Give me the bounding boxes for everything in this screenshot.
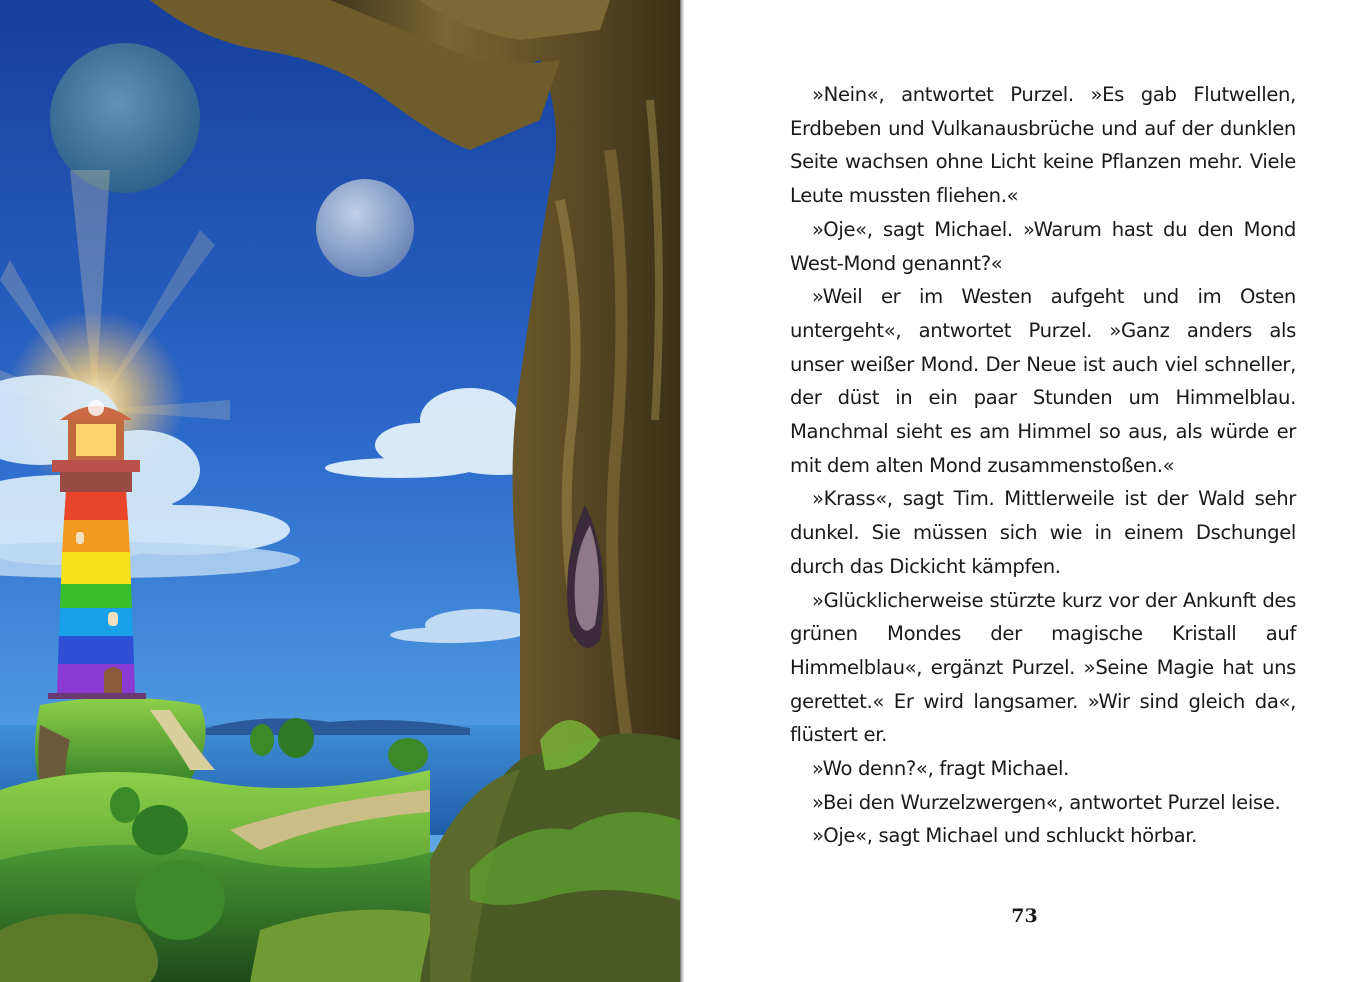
paragraph: »Weil er im Westen aufgeht und im Osten untergeht«, antwortet Purzel. »Ganz anders als unser weißer Mond. Der Neue ist auch viel schneller, der düst in ein paar Stunden um Himmelblau. Manchmal sieht es am Himmel so aus, als würde er mit dem alten Mond zusammenstoßen.« (790, 285, 1296, 477)
book-illustration (0, 0, 680, 982)
text-page (684, 0, 1365, 982)
paragraph: »Nein«, antwortet Purzel. »Es gab Flutwellen, Erdbeben und Vulkanausbrüche und auf der dunklen Seite wachsen ohne Licht keine Pflanzen mehr. Viele Leute mussten fliehen.« (790, 83, 1296, 208)
paragraph: »Glücklicherweise stürzte kurz vor der Ankunft des grünen Mondes der magische Kristall auf Himmelblau«, ergänzt Purzel. »Seine Magie hat uns gerettet.« Er wird langsamer. »Wir sind gleich da«, flüstert er. (790, 588, 1296, 747)
paragraph: »Oje«, sagt Michael und schluckt hörbar. (812, 824, 1198, 848)
paragraph: »Oje«, sagt Michael. »Warum hast du den Mond West-Mond genannt?« (790, 217, 1296, 275)
story-text (790, 78, 1296, 853)
paragraph: »Bei den Wurzelzwergen«, antwortet Purzel leise. (812, 790, 1281, 814)
paragraph: »Wo denn?«, fragt Michael. (812, 757, 1070, 781)
white-moon (316, 179, 414, 277)
page-number: 73 (1011, 905, 1038, 927)
paragraph: »Krass«, sagt Tim. Mittlerweile ist der Wald sehr dunkel. Sie müssen sich wie in einem Dschungel durch das Dickicht kämpfen. (790, 487, 1296, 578)
lighthouse-illustration (0, 0, 680, 982)
